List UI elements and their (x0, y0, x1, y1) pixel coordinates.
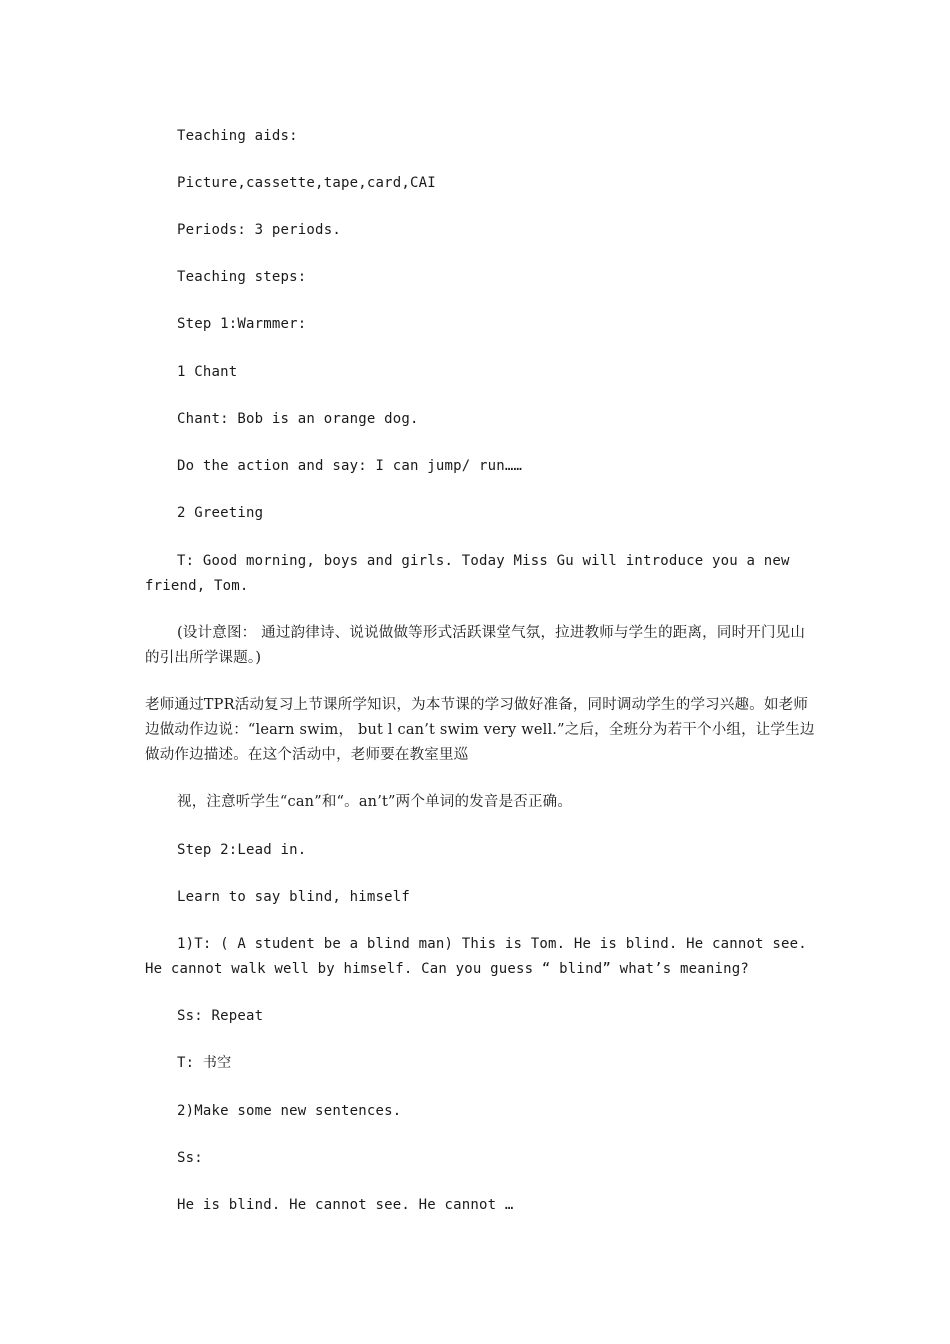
ss-repeat-line: Ss: Repeat (177, 1008, 264, 1024)
step-2-heading: Step 2:Lead in. (177, 842, 307, 858)
greeting-subheading: 2 Greeting (177, 505, 264, 521)
teaching-aids-list: Picture,cassette,tape,card,CAI (177, 175, 436, 191)
tpr-activity-paragraph: 老师通过TPR活动复习上节课所学知识，为本节课的学习做好准备，同时调动学生的学习兴趣。如老师边做动作边说：“learn swim， but l can’t swim very well.”之后，全班分为若干个小组，让学生边做动作边描述。在这个活动中，老师要在教室里巡 (145, 697, 815, 763)
pronunciation-note: 视，注意听学生“can”和“。an’t”两个单词的发音是否正确。 (177, 794, 573, 810)
periods-line: Periods: 3 periods. (177, 222, 341, 238)
heading-teaching-steps: Teaching steps: (177, 269, 307, 285)
teacher-writing-line: T: 书空 (177, 1055, 232, 1071)
ss-label-line: Ss: (177, 1150, 203, 1166)
heading-teaching-aids: Teaching aids: (177, 128, 298, 144)
greeting-dialogue: T: Good morning, boys and girls. Today Miss Gu will introduce you a new friend, Tom. (145, 553, 799, 594)
blind-dialogue: 1)T: ( A student be a blind man) This is Tom. He is blind. He cannot see. He cannot walk well by himself. Can you guess “ blind” what’s meaning? (145, 936, 816, 977)
action-text: Do the action and say: I can jump/ run…… (177, 458, 523, 474)
chant-text: Chant: Bob is an orange dog. (177, 411, 419, 427)
new-sentences-line: 2)Make some new sentences. (177, 1103, 402, 1119)
chant-subheading: 1 Chant (177, 364, 238, 380)
learn-to-say-line: Learn to say blind, himself (177, 889, 410, 905)
design-intent-note: (设计意图： 通过韵律诗、说说做做等形式活跃课堂气氛，拉进教师与学生的距离，同时开门见山的引出所学课题。) (145, 625, 806, 666)
step-1-heading: Step 1:Warmmer: (177, 316, 307, 332)
example-sentences-line: He is blind. He cannot see. He cannot … (177, 1197, 514, 1213)
